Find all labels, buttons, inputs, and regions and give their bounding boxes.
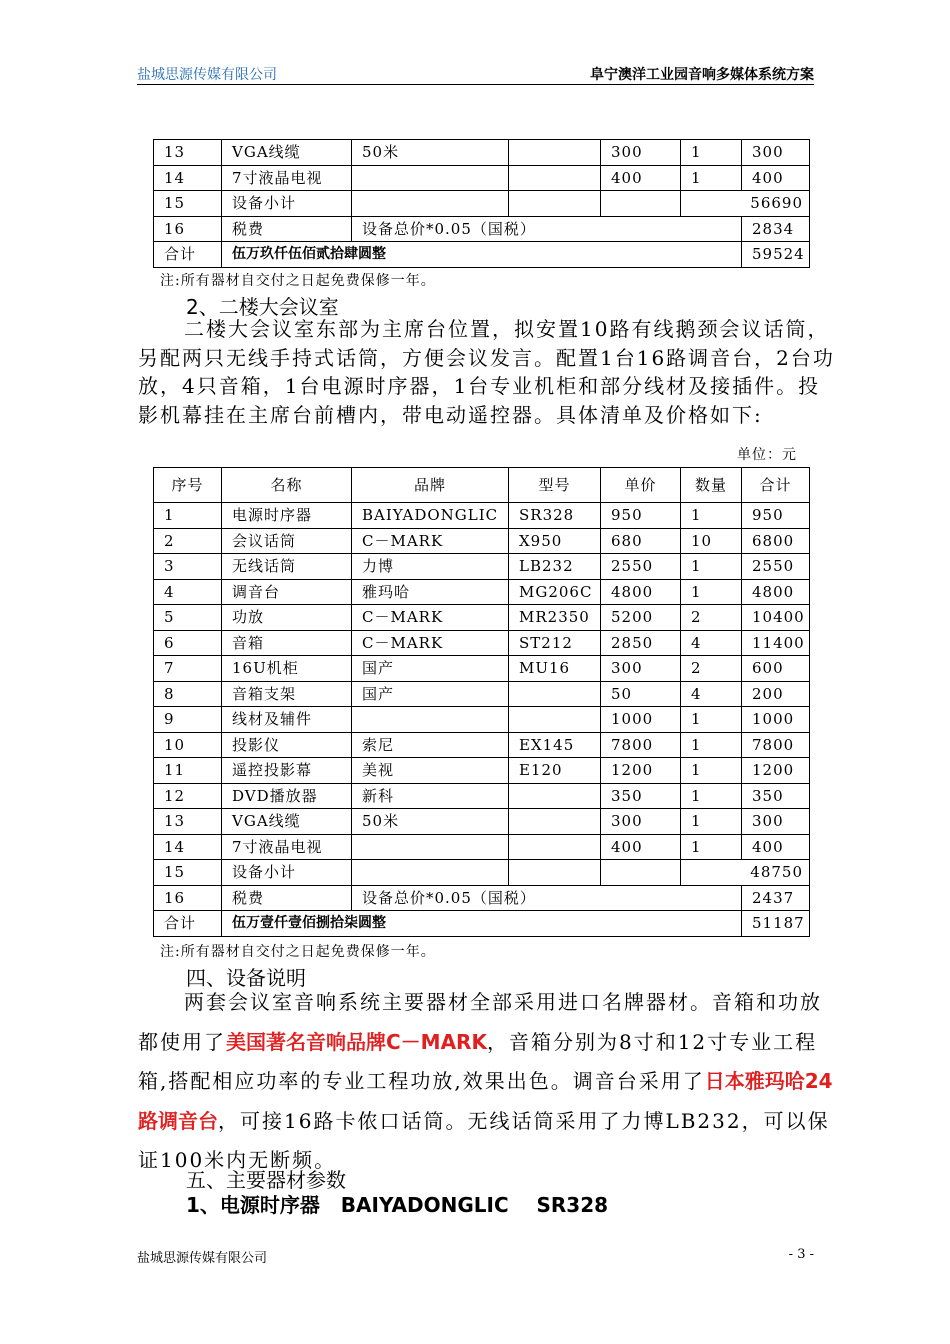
table-cell: 音箱支架 xyxy=(222,681,352,707)
section-4-paragraph xyxy=(138,983,838,1181)
total-label: 合计 xyxy=(154,242,222,268)
table-cell xyxy=(352,165,509,191)
total-value: 59524 xyxy=(742,242,810,268)
table-cell: 1 xyxy=(681,732,742,758)
table-cell: 7 xyxy=(154,656,222,682)
table-cell: 11 xyxy=(154,758,222,784)
table-cell: VGA线缆 xyxy=(222,809,352,835)
table-cell: 美视 xyxy=(352,758,509,784)
table-cell: 7800 xyxy=(601,732,681,758)
table-cell: MR2350 xyxy=(509,605,601,631)
table-cell: 16 xyxy=(154,885,222,911)
table-cell: 2850 xyxy=(601,630,681,656)
table-cell: 2834 xyxy=(742,216,810,242)
table-row xyxy=(154,216,810,242)
price-table-2 xyxy=(153,467,810,937)
table-cell: 2550 xyxy=(601,554,681,580)
section-2-paragraph: 二楼大会议室东部为主席台位置，拟安置10路有线鹅颈会议话筒，另配两只无线手持式话筒，方便会议发言。配置1台16路调音台，2台功放，4只音箱，1台电源时序器，1台专业机柜和部分线材及接插件。投影机幕挂在主席台前槽内，带电动遥控器。具体清单及价格如下: xyxy=(138,317,835,427)
table-cell xyxy=(509,707,601,733)
table-row xyxy=(154,191,810,217)
table-cell: 5200 xyxy=(601,605,681,631)
table-total-row xyxy=(154,911,810,937)
section-4-text-2: ，音箱分别为8寸和12寸专业工程箱,搭配相应功率的专业工程功放,效果出色。调音台采用了 xyxy=(138,1029,818,1093)
table-cell: 2 xyxy=(681,605,742,631)
table-cell: 1000 xyxy=(601,707,681,733)
table-cell: 1 xyxy=(681,707,742,733)
table-cell xyxy=(509,191,601,217)
table-cell: 1 xyxy=(681,809,742,835)
table-cell: 7800 xyxy=(742,732,810,758)
table-cell: 税费 xyxy=(222,885,352,911)
table-cell: 设备总价*0.05（国税） xyxy=(352,216,742,242)
table-header-cell: 合计 xyxy=(742,468,810,503)
table-cell: 设备总价*0.05（国税） xyxy=(352,885,742,911)
table-cell: SR328 xyxy=(509,503,601,529)
total-label: 合计 xyxy=(154,911,222,937)
table-row xyxy=(154,758,810,784)
table-cell: 300 xyxy=(742,140,810,166)
table-row xyxy=(154,579,810,605)
section-4-heading: 四、设备说明 xyxy=(186,966,306,990)
table-cell: 13 xyxy=(154,809,222,835)
table-cell: 7寸液晶电视 xyxy=(222,165,352,191)
table-cell: C－MARK xyxy=(352,630,509,656)
table-cell: 7寸液晶电视 xyxy=(222,834,352,860)
table-cell: 200 xyxy=(742,681,810,707)
table-header-row xyxy=(154,468,810,503)
table-cell: 16 xyxy=(154,216,222,242)
table-row xyxy=(154,732,810,758)
table-cell: 3 xyxy=(154,554,222,580)
table-cell: 950 xyxy=(601,503,681,529)
table-total-row xyxy=(154,242,810,268)
table-cell: 400 xyxy=(742,165,810,191)
footer-company: 盐城思源传媒有限公司 xyxy=(137,1251,268,1266)
table-cell xyxy=(509,783,601,809)
table-cell: E120 xyxy=(509,758,601,784)
table-cell: 1 xyxy=(681,783,742,809)
table-cell: 1 xyxy=(681,579,742,605)
table-cell: 400 xyxy=(601,834,681,860)
table-cell xyxy=(352,834,509,860)
table-cell: 无线话筒 xyxy=(222,554,352,580)
table-cell xyxy=(509,809,601,835)
highlight-cmark: 美国著名音响品牌C－MARK xyxy=(226,1029,487,1054)
unit-label: 单位：元 xyxy=(737,447,797,463)
page-number: - 3 - xyxy=(788,1247,814,1262)
total-in-words: 伍万壹仟壹佰捌拾柒圆整 xyxy=(222,911,742,937)
table-cell: 950 xyxy=(742,503,810,529)
table-cell xyxy=(601,860,681,886)
table-cell: 1 xyxy=(681,834,742,860)
table-cell xyxy=(509,860,601,886)
table-cell: 9 xyxy=(154,707,222,733)
table-cell: 14 xyxy=(154,834,222,860)
table-cell: 线材及辅件 xyxy=(222,707,352,733)
table-row xyxy=(154,165,810,191)
table-cell xyxy=(509,681,601,707)
table-row xyxy=(154,554,810,580)
table-cell: 2 xyxy=(154,528,222,554)
table-cell: 300 xyxy=(601,140,681,166)
warranty-note-1: 注:所有器材自交付之日起免费保修一年。 xyxy=(160,273,436,289)
table-cell: 16U机柜 xyxy=(222,656,352,682)
table-cell: 1 xyxy=(681,758,742,784)
table-cell: 15 xyxy=(154,191,222,217)
table-cell: 2550 xyxy=(742,554,810,580)
table-row xyxy=(154,707,810,733)
table-cell: 300 xyxy=(601,809,681,835)
table-cell xyxy=(509,165,601,191)
table-cell: 350 xyxy=(742,783,810,809)
header-doc-title: 阜宁澳洋工业园音响多媒体系统方案 xyxy=(590,67,814,83)
table-cell: 投影仪 xyxy=(222,732,352,758)
table-cell: 56690 xyxy=(681,191,810,217)
table-cell xyxy=(352,191,509,217)
table-cell: 设备小计 xyxy=(222,191,352,217)
table-cell: 1200 xyxy=(601,758,681,784)
table-cell: 5 xyxy=(154,605,222,631)
table-cell: 新科 xyxy=(352,783,509,809)
table-cell: 调音台 xyxy=(222,579,352,605)
table-cell: C－MARK xyxy=(352,605,509,631)
table-cell: C－MARK xyxy=(352,528,509,554)
highlight-yamaha: 日本雅玛哈24路调音台 xyxy=(138,1069,833,1133)
table-row xyxy=(154,630,810,656)
table-cell: 400 xyxy=(601,165,681,191)
table-cell: 600 xyxy=(742,656,810,682)
table-cell xyxy=(601,191,681,217)
table-cell: 300 xyxy=(601,656,681,682)
table-cell: 6 xyxy=(154,630,222,656)
table-cell: 50米 xyxy=(352,809,509,835)
table-cell: 1 xyxy=(681,140,742,166)
table-cell: 1 xyxy=(681,503,742,529)
table-cell: 50米 xyxy=(352,140,509,166)
table-cell: 国产 xyxy=(352,656,509,682)
table-cell xyxy=(509,834,601,860)
table-cell: 设备小计 xyxy=(222,860,352,886)
table-cell: DVD播放器 xyxy=(222,783,352,809)
table-cell: 680 xyxy=(601,528,681,554)
table-cell: BAIYADONGLIC xyxy=(352,503,509,529)
table-cell: 14 xyxy=(154,165,222,191)
table-header-cell: 数量 xyxy=(681,468,742,503)
warranty-note-2: 注:所有器材自交付之日起免费保修一年。 xyxy=(160,944,436,960)
table-cell xyxy=(352,707,509,733)
table-cell: 12 xyxy=(154,783,222,809)
table-cell: 4 xyxy=(681,681,742,707)
section-2-heading: 2、二楼大会议室 xyxy=(186,295,339,319)
table-cell: 4800 xyxy=(742,579,810,605)
table-cell: 索尼 xyxy=(352,732,509,758)
section-5-subheading: 1、电源时序器 BAIYADONGLIC SR328 xyxy=(186,1193,609,1217)
table-header-cell: 单价 xyxy=(601,468,681,503)
table-cell: 4 xyxy=(154,579,222,605)
table-header-cell: 品牌 xyxy=(352,468,509,503)
table-header-cell: 序号 xyxy=(154,468,222,503)
table-row xyxy=(154,656,810,682)
header-company: 盐城思源传媒有限公司 xyxy=(137,67,277,83)
table-cell: 8 xyxy=(154,681,222,707)
table-row xyxy=(154,783,810,809)
table-row xyxy=(154,140,810,166)
table-cell: 遥控投影幕 xyxy=(222,758,352,784)
table-row xyxy=(154,503,810,529)
table-cell: 2 xyxy=(681,656,742,682)
table-cell: EX145 xyxy=(509,732,601,758)
header-rule xyxy=(137,84,814,85)
table-cell xyxy=(509,140,601,166)
table-cell: VGA线缆 xyxy=(222,140,352,166)
table-cell: 1 xyxy=(154,503,222,529)
price-table-1 xyxy=(153,139,810,268)
table-row xyxy=(154,834,810,860)
table-cell: 6800 xyxy=(742,528,810,554)
table-cell: 1200 xyxy=(742,758,810,784)
table-row xyxy=(154,528,810,554)
table-cell: 力博 xyxy=(352,554,509,580)
table-cell: 10 xyxy=(681,528,742,554)
table-cell: 1000 xyxy=(742,707,810,733)
table-cell: 电源时序器 xyxy=(222,503,352,529)
table-cell xyxy=(352,860,509,886)
table-cell: 音箱 xyxy=(222,630,352,656)
table-cell: 10400 xyxy=(742,605,810,631)
table-row xyxy=(154,605,810,631)
table-cell: 15 xyxy=(154,860,222,886)
table-cell: 350 xyxy=(601,783,681,809)
table-cell: 50 xyxy=(601,681,681,707)
table-cell: 48750 xyxy=(681,860,810,886)
table-cell: 4 xyxy=(681,630,742,656)
table-header-cell: 型号 xyxy=(509,468,601,503)
table-cell: MU16 xyxy=(509,656,601,682)
table-cell: 13 xyxy=(154,140,222,166)
table-row xyxy=(154,885,810,911)
section-4-text-1: 两套会议室音响系统主要器材全部采用进口名牌器材。音箱和功放都使用了 xyxy=(138,990,822,1054)
table-row xyxy=(154,860,810,886)
table-cell: 税费 xyxy=(222,216,352,242)
table-cell: 会议话筒 xyxy=(222,528,352,554)
table-cell: MG206C xyxy=(509,579,601,605)
table-cell: 功放 xyxy=(222,605,352,631)
total-in-words: 伍万玖仟伍佰贰拾肆圆整 xyxy=(222,242,742,268)
section-5-heading: 五、主要器材参数 xyxy=(186,1168,346,1192)
table-cell: 400 xyxy=(742,834,810,860)
table-cell: LB232 xyxy=(509,554,601,580)
table-cell: 11400 xyxy=(742,630,810,656)
table-cell: 4800 xyxy=(601,579,681,605)
table-header-cell: 名称 xyxy=(222,468,352,503)
table-cell: 1 xyxy=(681,554,742,580)
table-row xyxy=(154,681,810,707)
table-cell: 10 xyxy=(154,732,222,758)
table-cell: 雅玛哈 xyxy=(352,579,509,605)
table-cell: 1 xyxy=(681,165,742,191)
table-cell: 2437 xyxy=(742,885,810,911)
table-cell: 300 xyxy=(742,809,810,835)
table-cell: 国产 xyxy=(352,681,509,707)
table-row xyxy=(154,809,810,835)
section-4-text-3: ，可接16路卡侬口话筒。无线话筒采用了力博LB232，可以保证100米内无断频。 xyxy=(138,1108,830,1172)
table-cell: ST212 xyxy=(509,630,601,656)
total-value: 51187 xyxy=(742,911,810,937)
table-cell: X950 xyxy=(509,528,601,554)
